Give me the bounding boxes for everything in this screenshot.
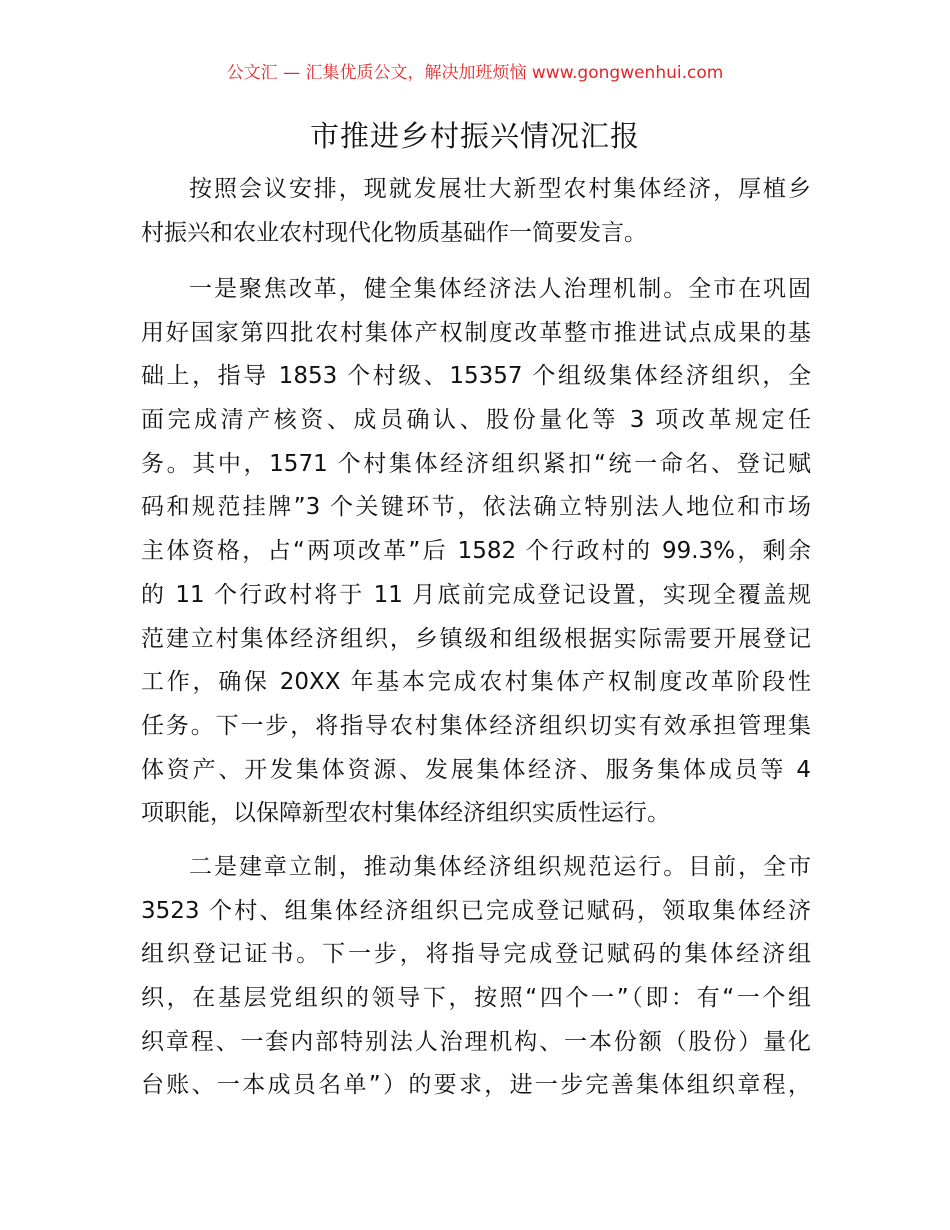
text-line: 织章程、一套内部特别法人治理机构、一本份额（股份）量化 [141, 1028, 811, 1055]
text-line: 一是聚焦改革，健全集体经济法人治理机制。全市在巩固 [189, 276, 811, 302]
paragraph-intro [141, 168, 811, 255]
text-line: 用好国家第四批农村集体产权制度改革整市推进试点成果的基 [141, 319, 811, 346]
text-line: 的 11 个行政村将于 11 月底前完成登记设置，实现全覆盖规 [141, 581, 811, 608]
watermark-header: 公文汇 — 汇集优质公文，解决加班烦恼 www.gongwenhui.com [226, 63, 724, 83]
paragraph-regulation [141, 846, 811, 1108]
text-line: 任务。下一步，将指导农村集体经济组织切实有效承担管理集 [141, 712, 811, 739]
document-title: 市推进乡村振兴情况汇报 [309, 119, 640, 153]
text-line: 村振兴和农业农村现代化物质基础作一简要发言。 [141, 219, 647, 246]
text-line: 二是建章立制，推动集体经济组织规范运行。目前，全市 [189, 854, 811, 880]
text-line: 台账、一本成员名单”）的要求，进一步完善集体组织章程， [141, 1072, 811, 1099]
text-line: 织，在基层党组织的领导下，按照“四个一”（即：有“一个组 [141, 985, 811, 1012]
text-line: 组织登记证书。下一步，将指导完成登记赋码的集体经济组 [141, 941, 811, 968]
text-line: 码和规范挂牌”3 个关键环节，依法确立特别法人地位和市场 [141, 494, 811, 521]
text-line: 面完成清产核资、成员确认、股份量化等 3 项改革规定任 [141, 407, 811, 434]
text-line: 础上，指导 1853 个村级、15357 个组级集体经济组织，全 [141, 363, 811, 390]
paragraph-reform [141, 268, 811, 836]
text-line: 范建立村集体经济组织，乡镇级和组级根据实际需要开展登记 [141, 625, 811, 652]
text-line: 体资产、开发集体资源、发展集体经济、服务集体成员等 4 [141, 756, 811, 783]
text-line: 项职能，以保障新型农村集体经济组织实质性运行。 [141, 800, 670, 827]
text-line: 3523 个村、组集体经济组织已完成登记赋码，领取集体经济 [141, 897, 811, 924]
text-line: 主体资格，占“两项改革”后 1582 个行政村的 99.3%，剩余 [141, 538, 811, 565]
text-line: 按照会议安排，现就发展壮大新型农村集体经济，厚植乡 [189, 176, 811, 202]
text-line: 务。其中，1571 个村集体经济组织紧扣“统一命名、登记赋 [141, 450, 811, 477]
text-line: 工作，确保 20XX 年基本完成农村集体产权制度改革阶段性 [141, 669, 811, 696]
